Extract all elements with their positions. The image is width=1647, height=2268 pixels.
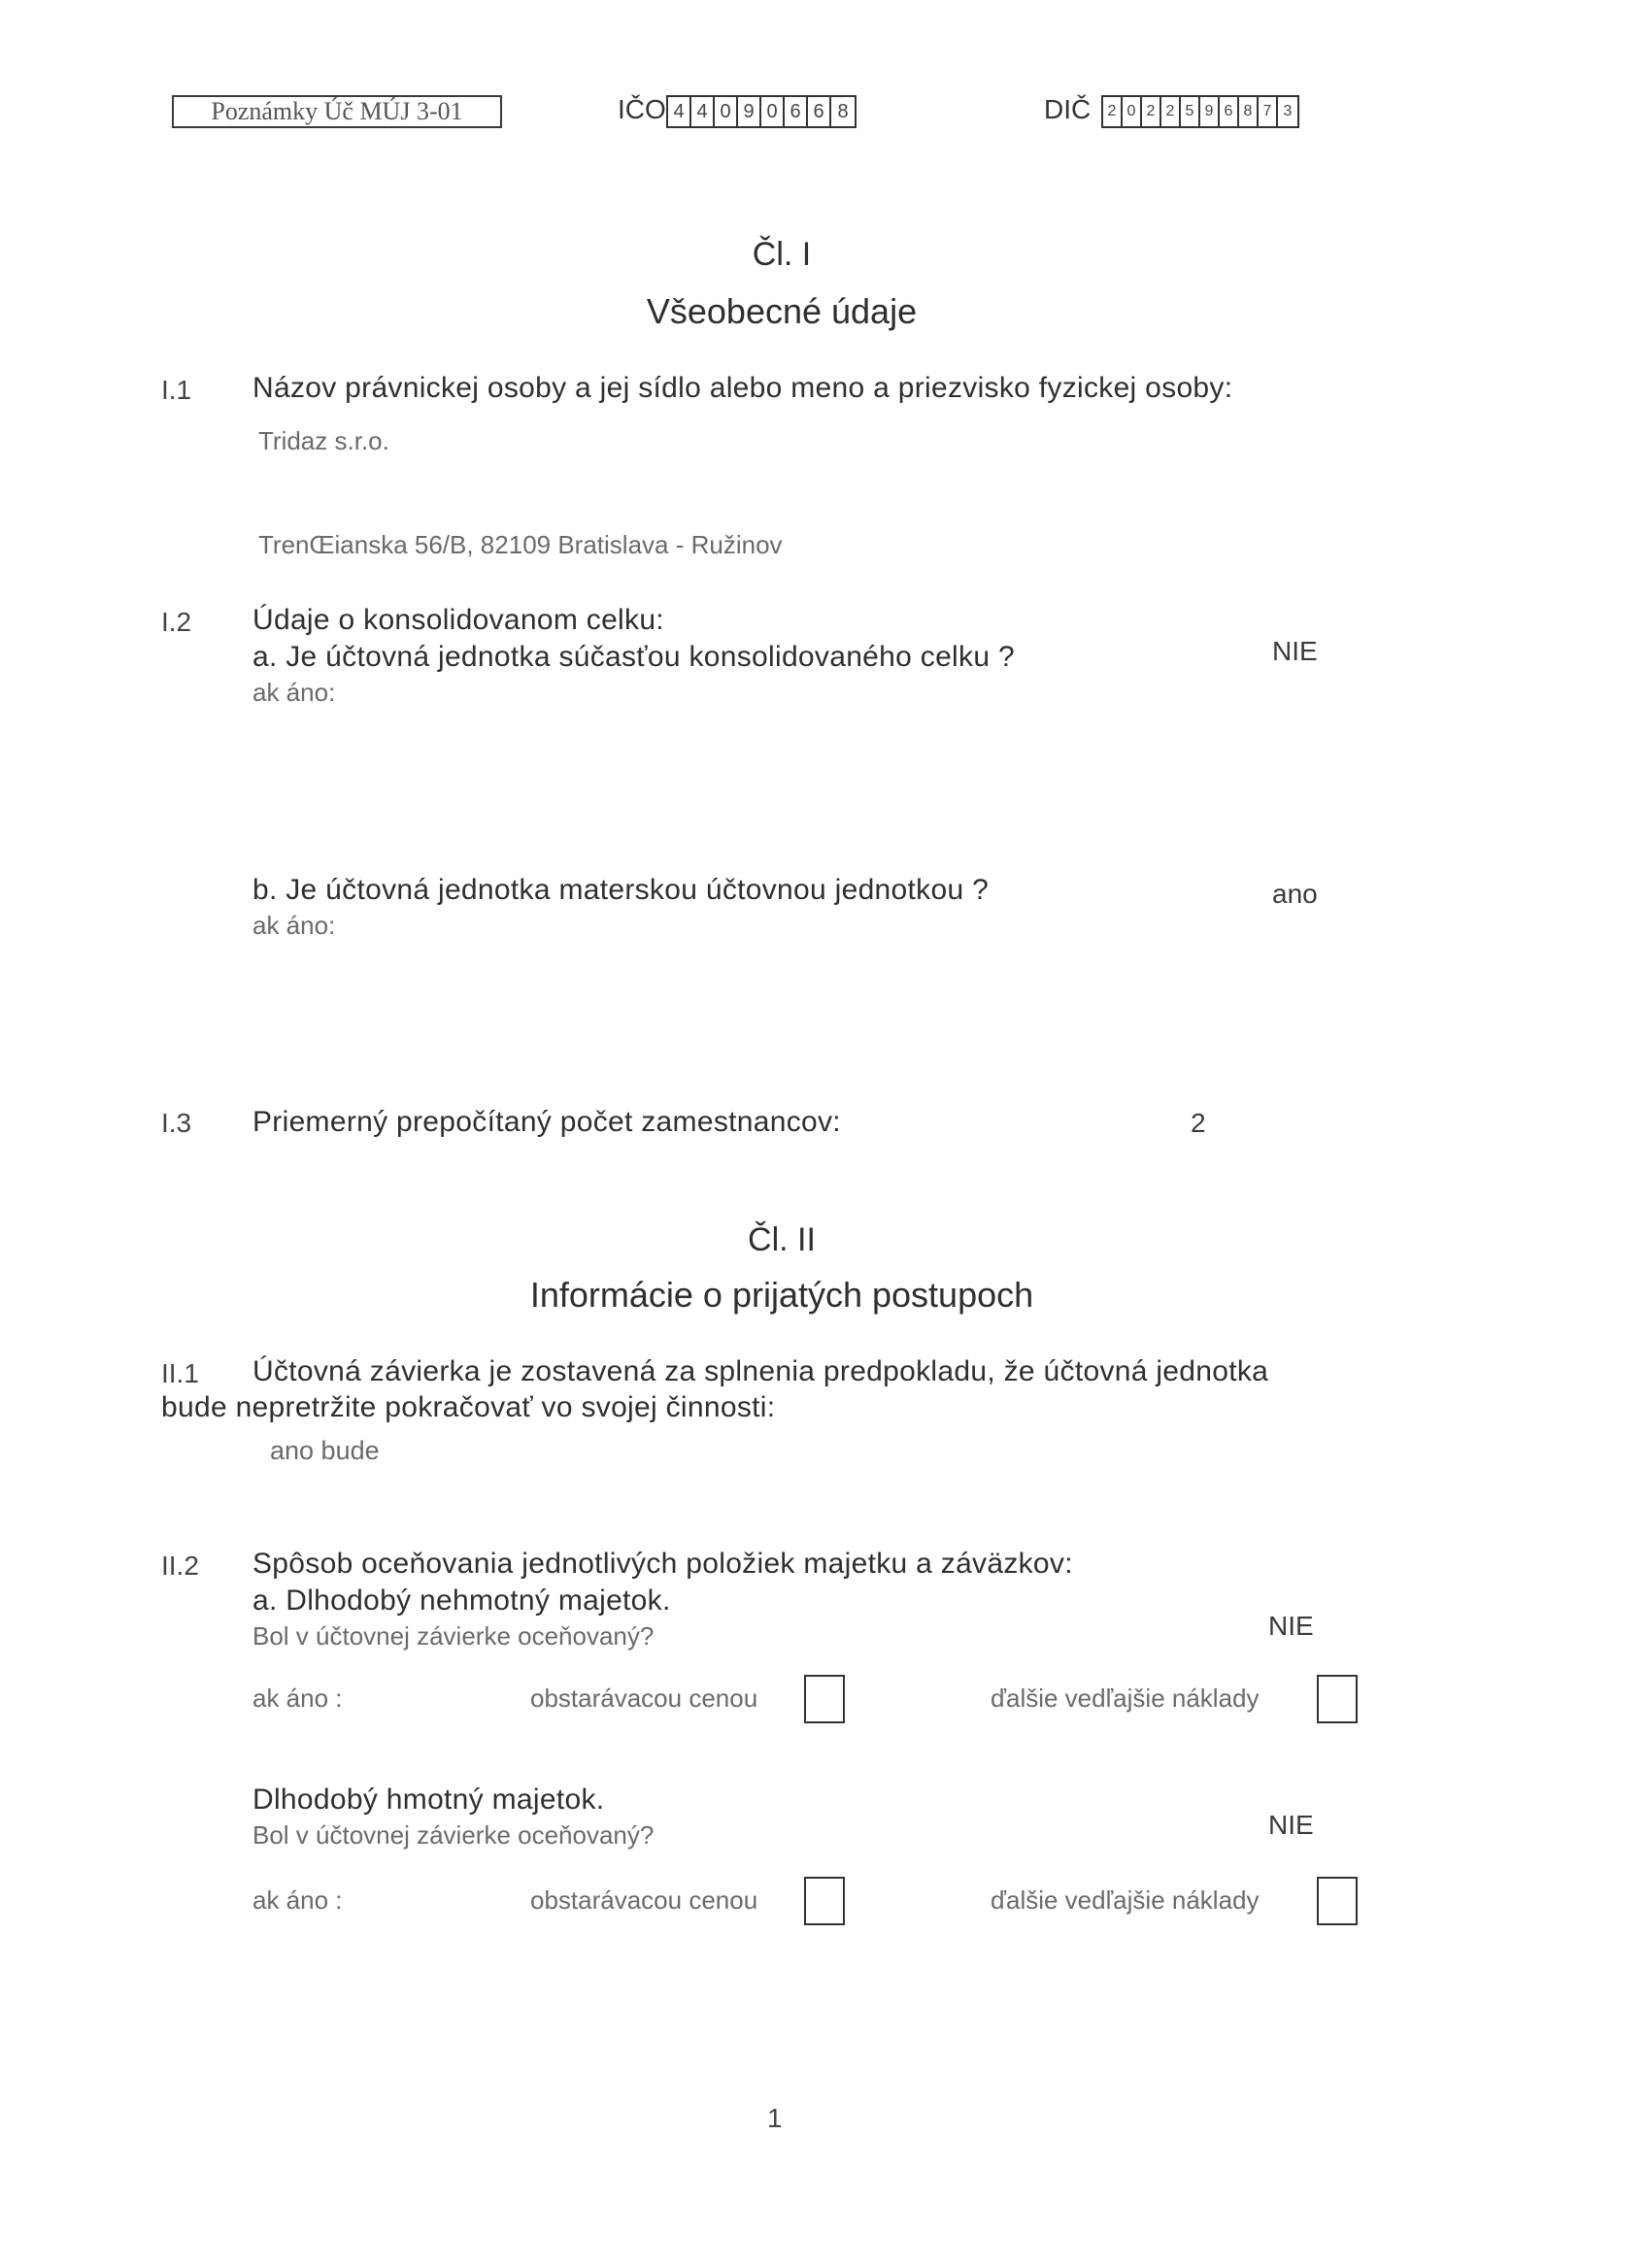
section-1-2-number: I.2 — [161, 607, 192, 637]
dic-digit: 7 — [1259, 97, 1278, 126]
tangible-additional-costs-checkbox[interactable] — [1317, 1877, 1358, 1925]
ico-digit: 4 — [668, 97, 691, 126]
ico-digit: 0 — [715, 97, 738, 126]
article-2-title: Čl. II — [748, 1221, 816, 1258]
dic-digit: 5 — [1181, 97, 1200, 126]
article-2-heading: Informácie o prijatých postupoch — [529, 1275, 1034, 1315]
tangible-opt-acquisition-cost-label: obstarávacou cenou — [530, 1885, 758, 1915]
intangible-acquisition-cost-checkbox[interactable] — [804, 1675, 845, 1723]
section-1-2-question: Údaje o konsolidovanom celku: — [252, 604, 664, 636]
section-2-2-number: II.2 — [161, 1551, 199, 1581]
dic-digit: 9 — [1200, 97, 1220, 126]
dic-digit: 6 — [1220, 97, 1239, 126]
ico-digits — [666, 95, 857, 128]
section-2-1-line-1: Účtovná závierka je zostavená za splnenia predpokladu, že účtovná jednotka — [252, 1355, 1269, 1387]
section-1-1-question: Názov právnickej osoby a jej sídlo alebo meno a priezvisko fyzickej osoby: — [252, 372, 1233, 404]
dic-digit: 2 — [1161, 97, 1181, 126]
article-1-heading: Všeobecné údaje — [646, 291, 918, 331]
dic-digits — [1101, 95, 1299, 128]
ico-digit: 4 — [691, 97, 715, 126]
section-1-2a-answer: NIE — [1272, 636, 1318, 666]
page-number: 1 — [767, 2103, 783, 2133]
section-1-2b-question: b. Je účtovná jednotka materskou účtovnou jednotkou ? — [252, 874, 990, 906]
intangible-opt-additional-costs-label: ďalšie vedľajšie náklady — [991, 1684, 1260, 1713]
tangible-opt-additional-costs-label: ďalšie vedľajšie náklady — [991, 1885, 1260, 1915]
section-2-1-number: II.1 — [161, 1358, 199, 1388]
section-1-3-question: Priemerný prepočítaný počet zamestnancov: — [252, 1106, 841, 1138]
form-label: Poznámky Úč MÚJ 3-01 — [172, 95, 502, 128]
intangible-assets-answer: NIE — [1268, 1611, 1314, 1641]
dic-digit: 8 — [1239, 97, 1259, 126]
section-1-2a-question: a. Je účtovná jednotka súčasťou konsolidovaného celku ? — [252, 641, 1015, 673]
intangible-assets-title: a. Dlhodobý nehmotný majetok. — [252, 1584, 671, 1617]
ico-digit: 8 — [837, 100, 849, 122]
intangible-assets-question: Bol v účtovnej závierke oceňovaný? — [252, 1621, 655, 1651]
section-1-1-number: I.1 — [161, 375, 192, 405]
section-1-3-number: I.3 — [161, 1108, 192, 1138]
intangible-if-yes: ak áno : — [252, 1684, 343, 1713]
dic-label: DIČ — [1044, 94, 1092, 124]
section-2-2-question: Spôsob oceňovania jednotlivých položiek majetku a záväzkov: — [252, 1548, 1073, 1580]
ico-digit: 6 — [785, 97, 808, 126]
company-name: Tridaz s.r.o. — [258, 426, 389, 455]
section-1-2b-answer: ano — [1272, 879, 1318, 909]
tangible-acquisition-cost-checkbox[interactable] — [804, 1877, 845, 1925]
tangible-assets-answer: NIE — [1268, 1810, 1314, 1840]
section-2-1-answer: ano bude — [270, 1436, 380, 1465]
tangible-assets-question: Bol v účtovnej závierke oceňovaný? — [252, 1820, 655, 1850]
intangible-opt-acquisition-cost-label: obstarávacou cenou — [530, 1684, 758, 1713]
section-1-2b-if-yes: ak áno: — [252, 911, 336, 940]
intangible-additional-costs-checkbox[interactable] — [1317, 1675, 1358, 1723]
tangible-if-yes: ak áno : — [252, 1885, 343, 1915]
company-address: TrenŒianska 56/B, 82109 Bratislava - Ružinov — [258, 530, 783, 559]
dic-digit: 0 — [1123, 97, 1142, 126]
ico-label: IČO — [618, 94, 666, 124]
article-1-title: Čl. I — [752, 236, 812, 273]
ico-digit: 9 — [738, 97, 761, 126]
section-1-3-answer: 2 — [1191, 1108, 1206, 1138]
section-2-1-line-2: bude nepretržite pokračovať vo svojej činnosti: — [161, 1391, 776, 1423]
ico-digit: 6 — [808, 97, 831, 126]
ico-digit: 0 — [761, 97, 785, 126]
dic-digit: 2 — [1142, 97, 1161, 126]
section-1-2a-if-yes: ak áno: — [252, 678, 336, 707]
tangible-assets-title: Dlhodobý hmotný majetok. — [252, 1784, 605, 1816]
dic-digit: 2 — [1103, 97, 1123, 126]
dic-digit: 3 — [1283, 103, 1293, 119]
